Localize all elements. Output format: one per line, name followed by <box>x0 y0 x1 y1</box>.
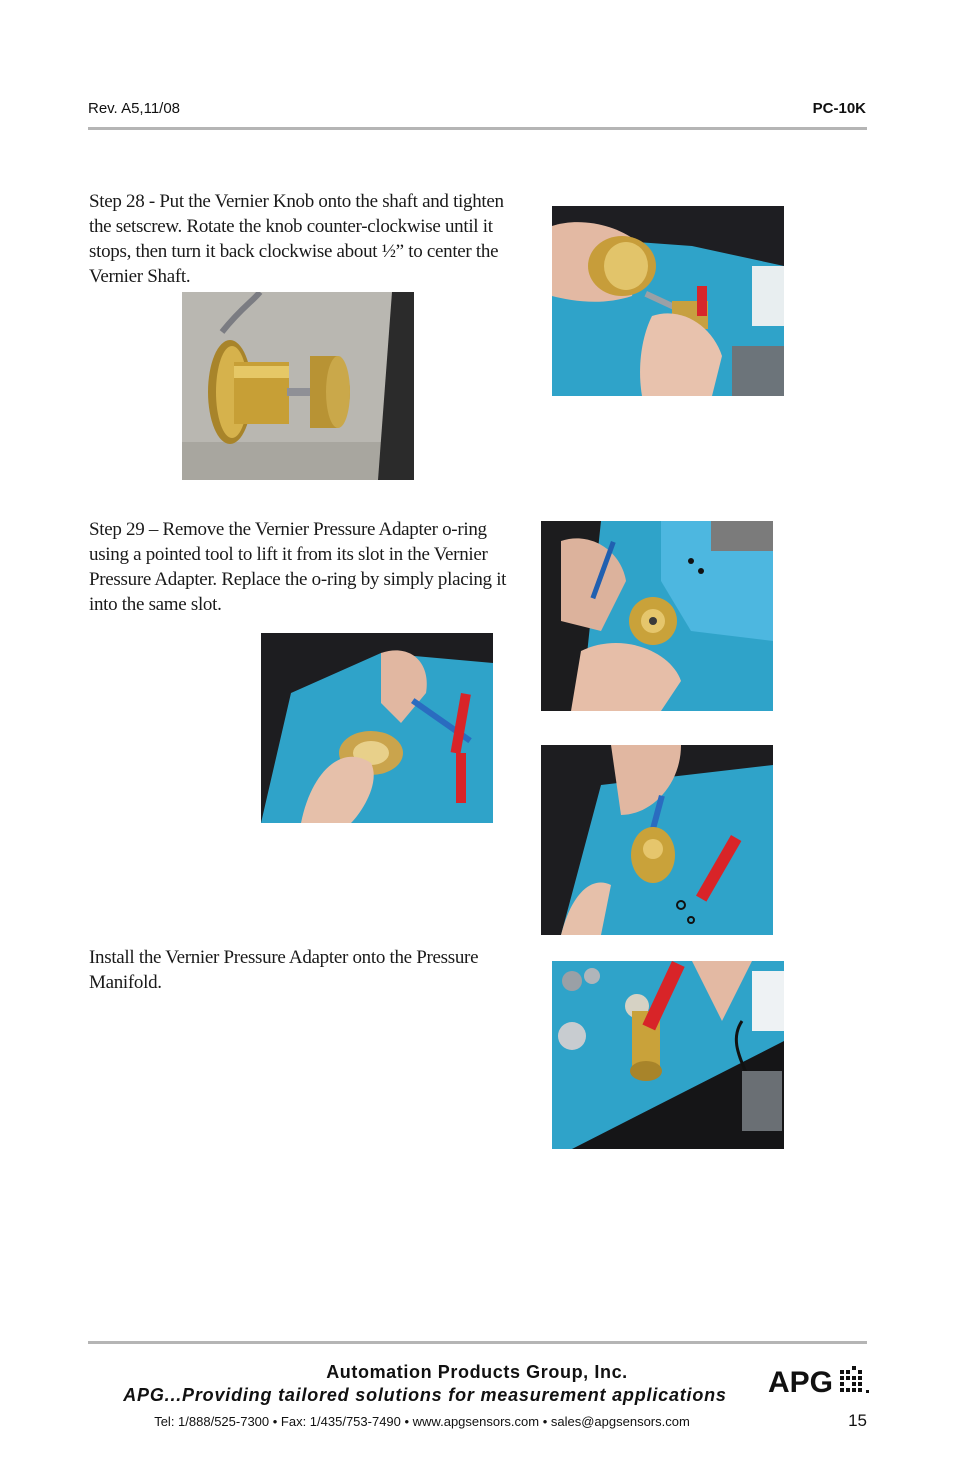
step-29-text: Step 29 – Remove the Vernier Pressure Adapter o-ring using a pointed tool to lift it from its slot in the Vernier Pressure Adapter. Replace the o-ring by simply placing it into the same slot. <box>89 519 507 615</box>
apg-logo-mark-icon <box>840 1366 869 1393</box>
oring-removal-photo-1 <box>541 521 773 711</box>
contact-info: Tel: 1/888/525-7300 • Fax: 1/435/753-7490 • www.apgsensors.com • sales@apgsensors.com <box>154 1414 690 1429</box>
apg-logo-text: APG <box>768 1366 834 1396</box>
vernier-knob-photo <box>182 292 414 480</box>
header-rule <box>88 127 867 130</box>
step-28-text: Step 28 - Put the Vernier Knob onto the shaft and tighten the setscrew. Rotate the knob counter-clockwise until it stops, then turn it back clockwise about ½” to center the Vernier Shaft. <box>89 191 504 287</box>
oring-replace-photo <box>541 745 773 935</box>
company-tagline: APG...Providing tailored solutions for measurement applications <box>123 1385 727 1405</box>
oring-tool-photo <box>261 633 493 823</box>
footer-rule <box>88 1341 867 1344</box>
apg-logo <box>768 1364 874 1396</box>
install-text: Install the Vernier Pressure Adapter onto the Pressure Manifold. <box>89 947 479 993</box>
page-number: 15 <box>848 1411 867 1430</box>
manifold-install-photo <box>552 961 784 1149</box>
revision-label: Rev. A5,11/08 <box>88 100 181 117</box>
model-label: PC-10K <box>812 100 866 117</box>
company-name: Automation Products Group, Inc. <box>326 1362 628 1382</box>
knob-tightening-photo <box>552 206 784 396</box>
